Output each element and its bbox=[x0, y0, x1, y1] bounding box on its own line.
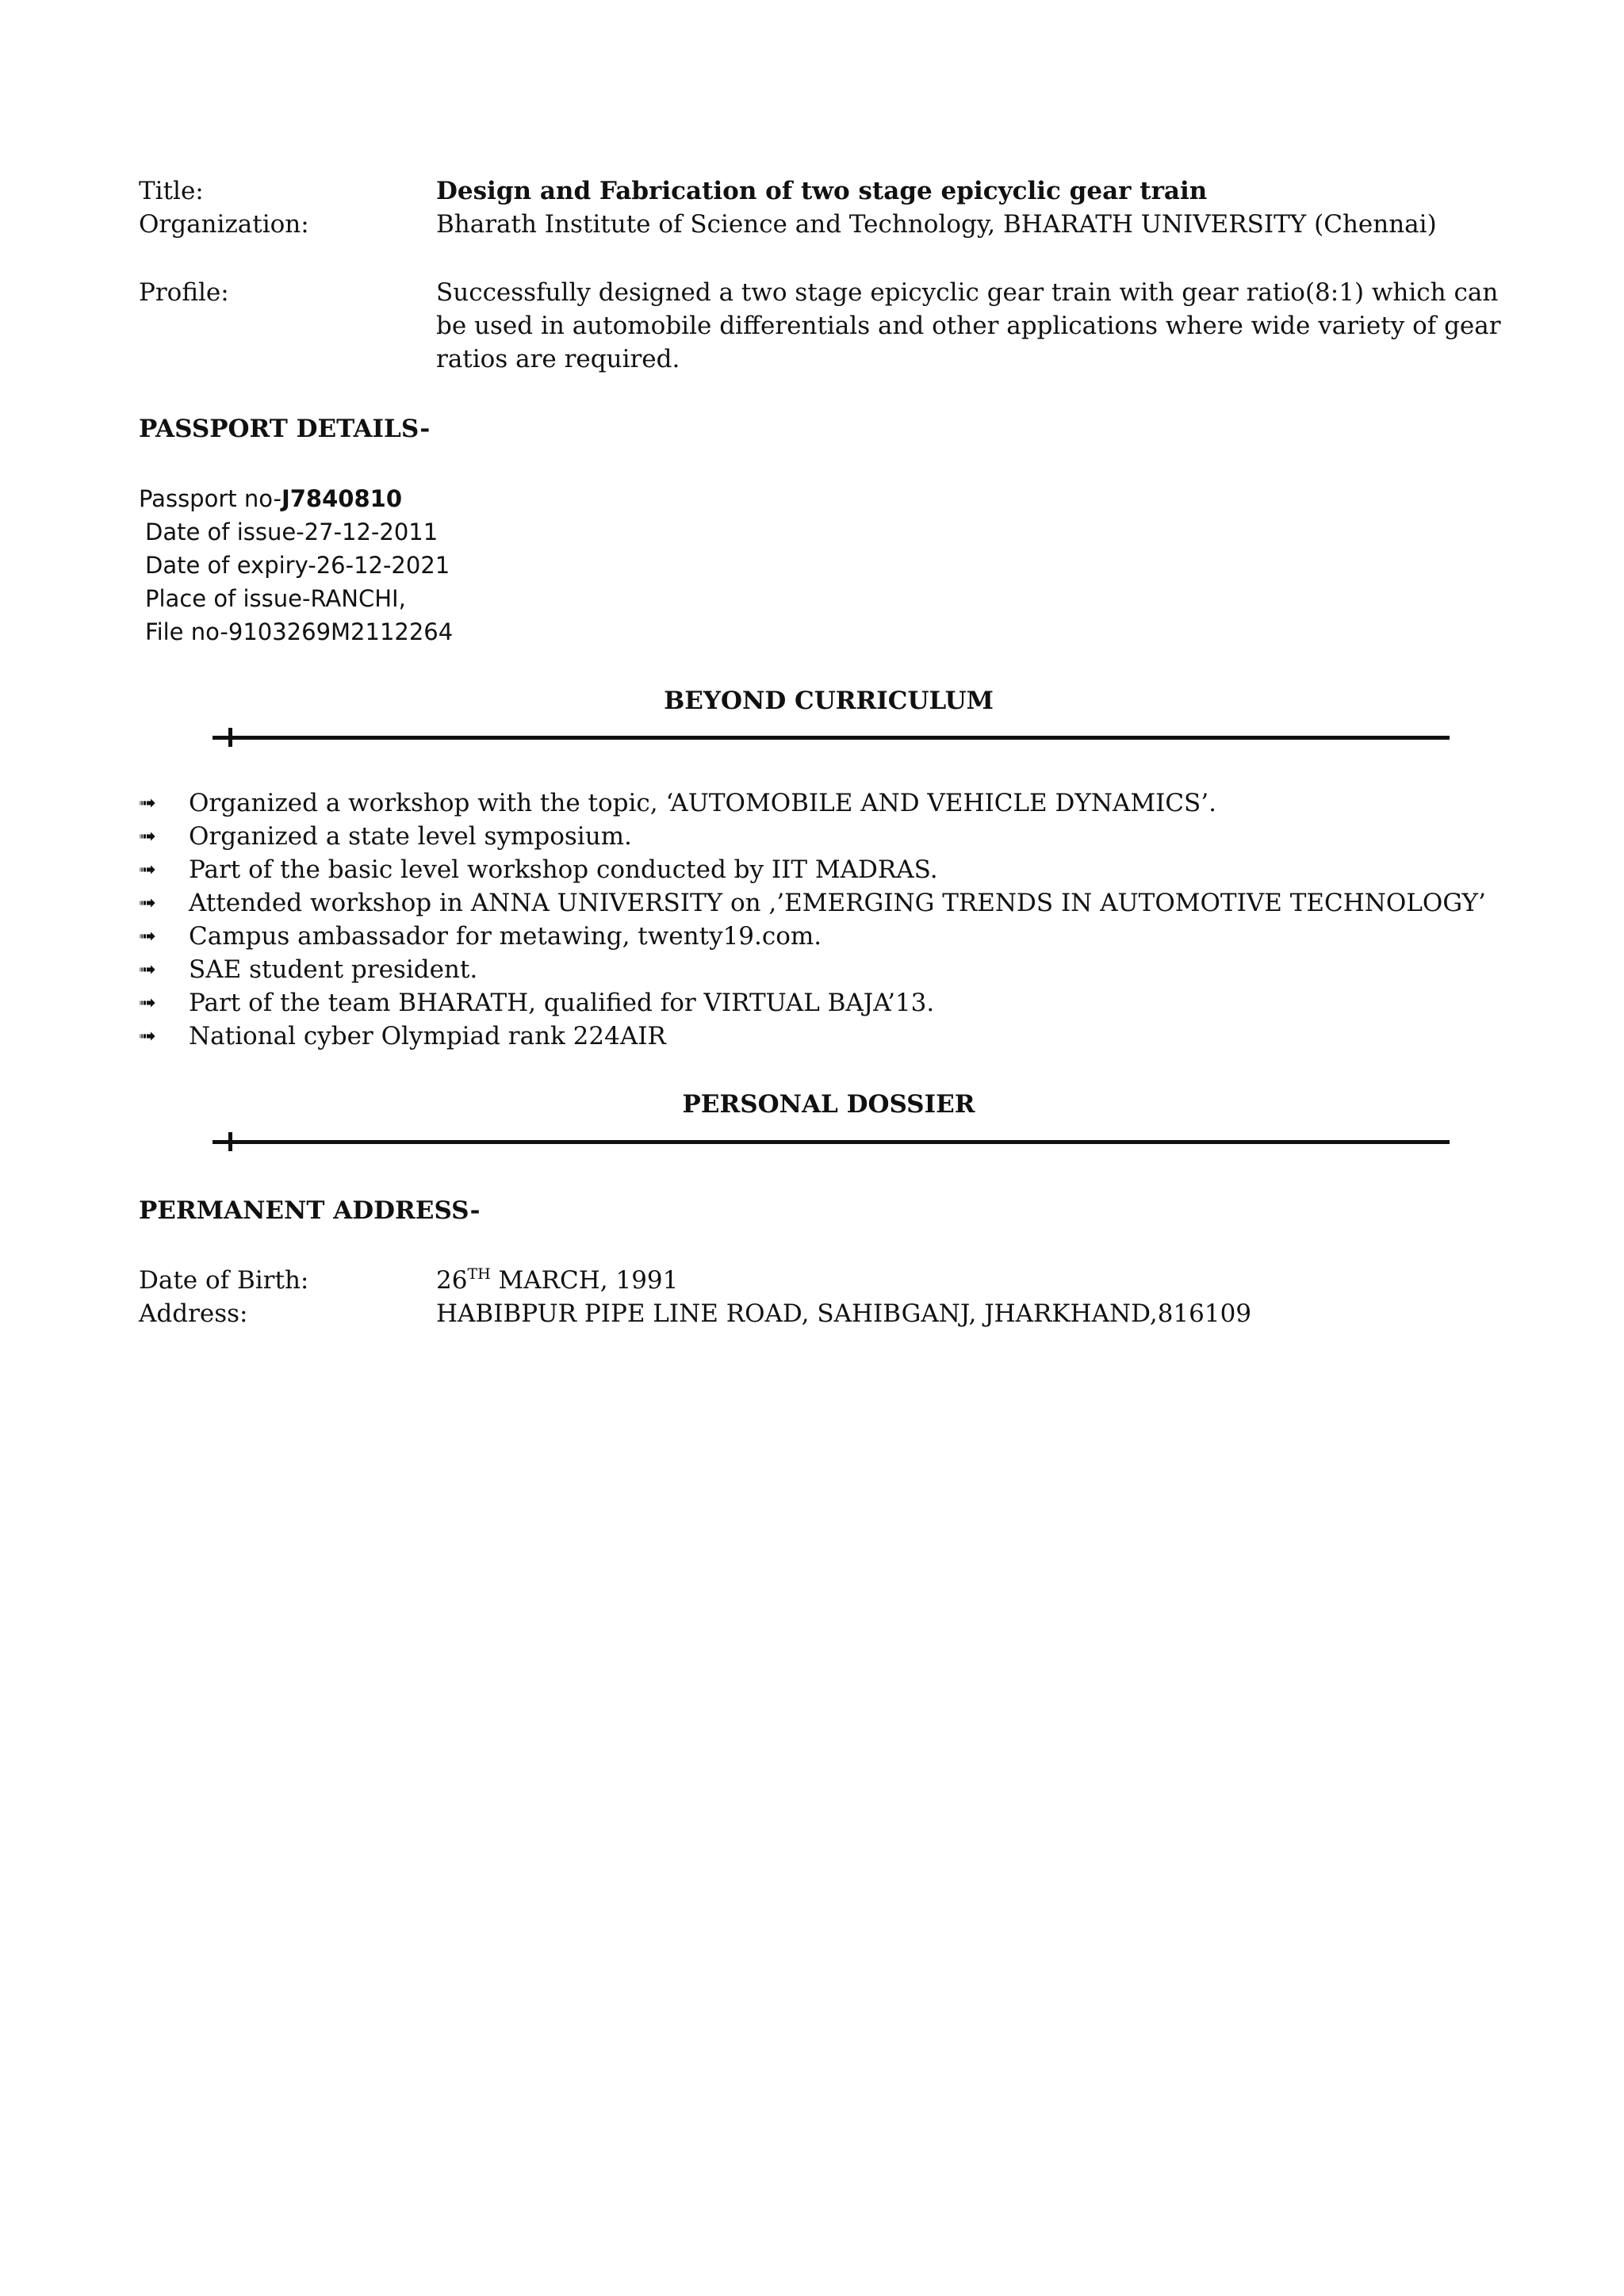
section-divider-tick bbox=[228, 1132, 232, 1151]
right-arrow-icon: ➟ bbox=[139, 858, 156, 882]
right-arrow-icon: ➟ bbox=[139, 991, 156, 1015]
organization-value: Bharath Institute of Science and Technology, BHARATH UNIVERSITY (Chennai) bbox=[436, 210, 1437, 239]
right-arrow-icon: ➟ bbox=[139, 1024, 156, 1048]
passport-number-prefix: Passport no- bbox=[139, 485, 282, 512]
passport-number-line bbox=[139, 482, 402, 515]
organization-label: Organization: bbox=[139, 210, 309, 239]
dob-rest: MARCH, 1991 bbox=[490, 1266, 679, 1295]
passport-file-no: File no-9103269M2112264 bbox=[145, 618, 454, 645]
passport-date-of-issue: Date of issue-27-12-2011 bbox=[145, 519, 439, 545]
section-divider-tick bbox=[228, 728, 232, 747]
address-value: HABIBPUR PIPE LINE ROAD, SAHIBGANJ, JHARKHAND,816109 bbox=[436, 1299, 1252, 1328]
profile-value: Successfully designed a two stage epicyclic gear train with gear ratio(8:1) which can be used in automobile differentials and other applications where wide variety of gear ratios are required. bbox=[436, 278, 1501, 373]
personal-dossier-heading: PERSONAL DOSSIER bbox=[682, 1090, 975, 1119]
permanent-address-heading: PERMANENT ADDRESS- bbox=[139, 1196, 481, 1225]
right-arrow-icon: ➟ bbox=[139, 791, 156, 815]
dob-suffix: TH bbox=[467, 1265, 491, 1283]
title-label: Title: bbox=[139, 177, 204, 205]
profile-label: Profile: bbox=[139, 278, 229, 307]
right-arrow-icon: ➟ bbox=[139, 924, 156, 948]
dob-day: 26 bbox=[436, 1266, 468, 1295]
project-title: Design and Fabrication of two stage epicyclic gear train bbox=[436, 177, 1208, 205]
passport-heading: PASSPORT DETAILS- bbox=[139, 415, 431, 443]
address-label: Address: bbox=[139, 1299, 248, 1328]
dob-label: Date of Birth: bbox=[139, 1266, 309, 1295]
resume-page: Title: Design and Fabrication of two stage epicyclic gear train Organization: Bharath Institute of Science and Technology, BHARATH UNIVERSITY (Chennai) Profile: Successfully designed a two stage epicyclic gear train with gear ratio(8:1) which can be used in automobile differentials and other applications where wide variety of gear ratios are required. PASSPORT DETAILS- Passport no-J7840810 Date of issue-27-12-2011 Date of expiry-26-12-2021 Place of issue-RANCHI, File no-9103269M2112264 BEYOND CURRICULUM ➟ Organized a workshop with the topic, ‘AUTOMOBILE AND VEHICLE DYNAMICS’. ➟ Organized a state level symposium. ➟ Part of the basic level workshop conducted by IIT MADRAS. ➟ Attended workshop in ANNA UNIVERSITY on ,’EMERGING TRENDS IN AUTOMOTIVE TECHNOLOGY’ ➟ Campus ambassador for metawing, twenty19.com. ➟ SAE student president. ➟ Part of the team BHARATH, qualified for VIRTUAL BAJA’13. ➟ National cyber Olympiad rank 224AIR PERSONAL DOSSIER PERMANENT ADDRESS- Date of Birth: 26TH MARCH, 1991 Address: HABIBPUR PIPE LINE ROAD, SAHIBGANJ, JHARKHAND,816109 bbox=[0, 0, 1624, 2296]
section-divider bbox=[213, 736, 1450, 740]
right-arrow-icon: ➟ bbox=[139, 891, 156, 915]
right-arrow-icon: ➟ bbox=[139, 958, 156, 982]
right-arrow-icon: ➟ bbox=[139, 825, 156, 848]
dob-value bbox=[436, 1264, 678, 1297]
passport-number: J7840810 bbox=[281, 485, 403, 512]
beyond-curriculum-heading: BEYOND CURRICULUM bbox=[664, 687, 994, 715]
passport-place-of-issue: Place of issue-RANCHI, bbox=[145, 585, 406, 612]
section-divider bbox=[213, 1140, 1450, 1144]
passport-date-of-expiry: Date of expiry-26-12-2021 bbox=[145, 552, 450, 579]
